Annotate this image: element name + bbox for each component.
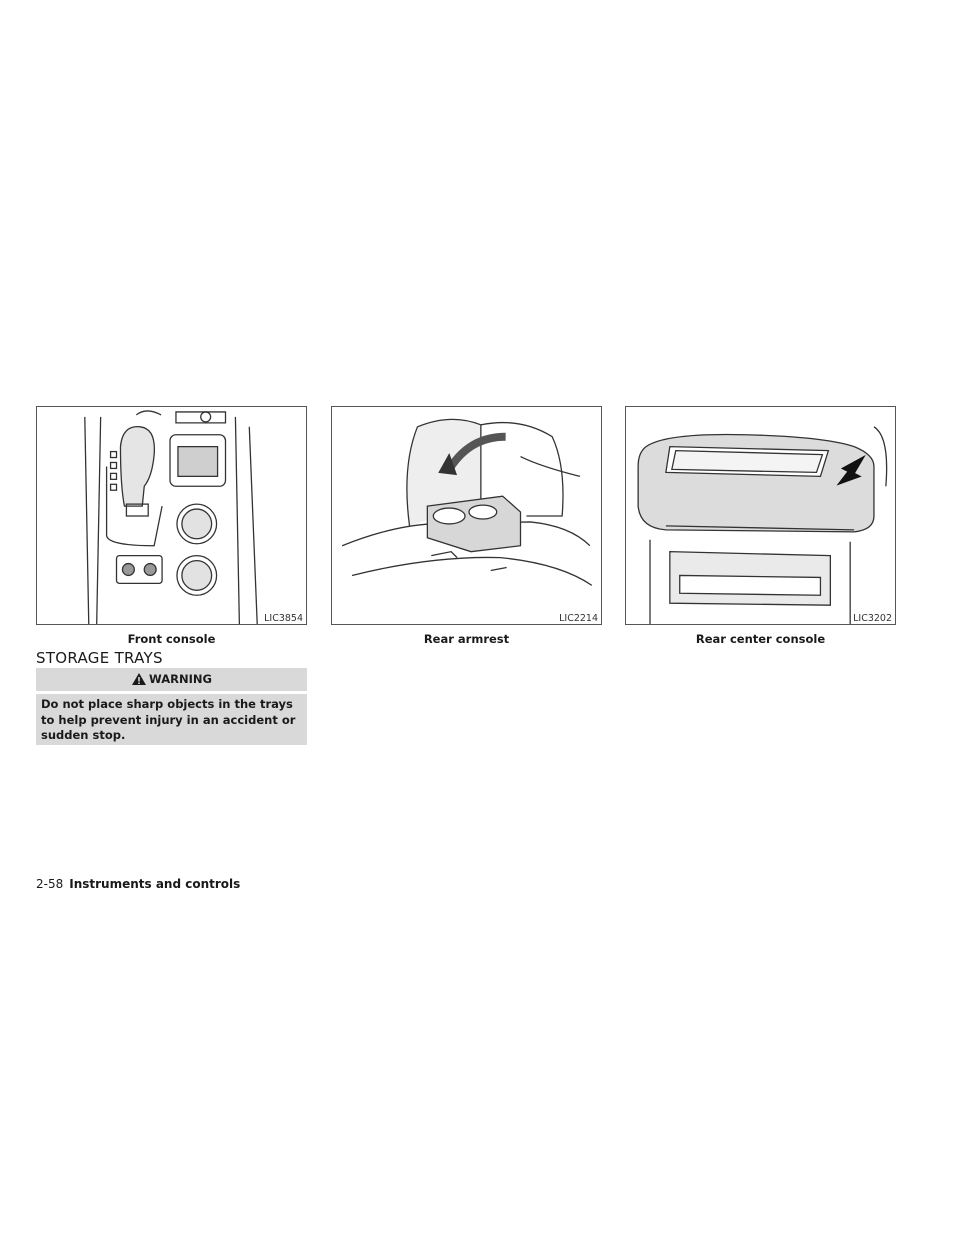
figure-caption-front-console: Front console: [127, 632, 216, 646]
warning-header: [36, 668, 307, 691]
page-number: 2-58: [36, 877, 64, 891]
figure-code: LIC3202: [853, 613, 892, 624]
rear-center-console-illustration: [626, 407, 895, 624]
figure-rear-center-console: [625, 406, 896, 625]
warning-triangle-icon: [131, 672, 147, 686]
figure-caption-rear-center-console: Rear center console: [695, 632, 826, 646]
figure-rear-armrest: [331, 406, 602, 625]
page-footer: [36, 877, 240, 891]
chapter-title: Instruments and controls: [69, 877, 241, 891]
figure-front-console: [36, 406, 307, 625]
figure-code: LIC2214: [559, 613, 598, 624]
warning-text: Do not place sharp objects in the trays to help prevent injury in an accident or sudden stop.: [36, 694, 307, 745]
front-console-illustration: [37, 407, 306, 624]
figure-caption-rear-armrest: Rear armrest: [423, 632, 510, 646]
warning-label: WARNING: [149, 672, 212, 686]
figure-code: LIC3854: [264, 613, 303, 624]
section-title: STORAGE TRAYS: [36, 649, 163, 667]
rear-armrest-illustration: [332, 407, 601, 624]
